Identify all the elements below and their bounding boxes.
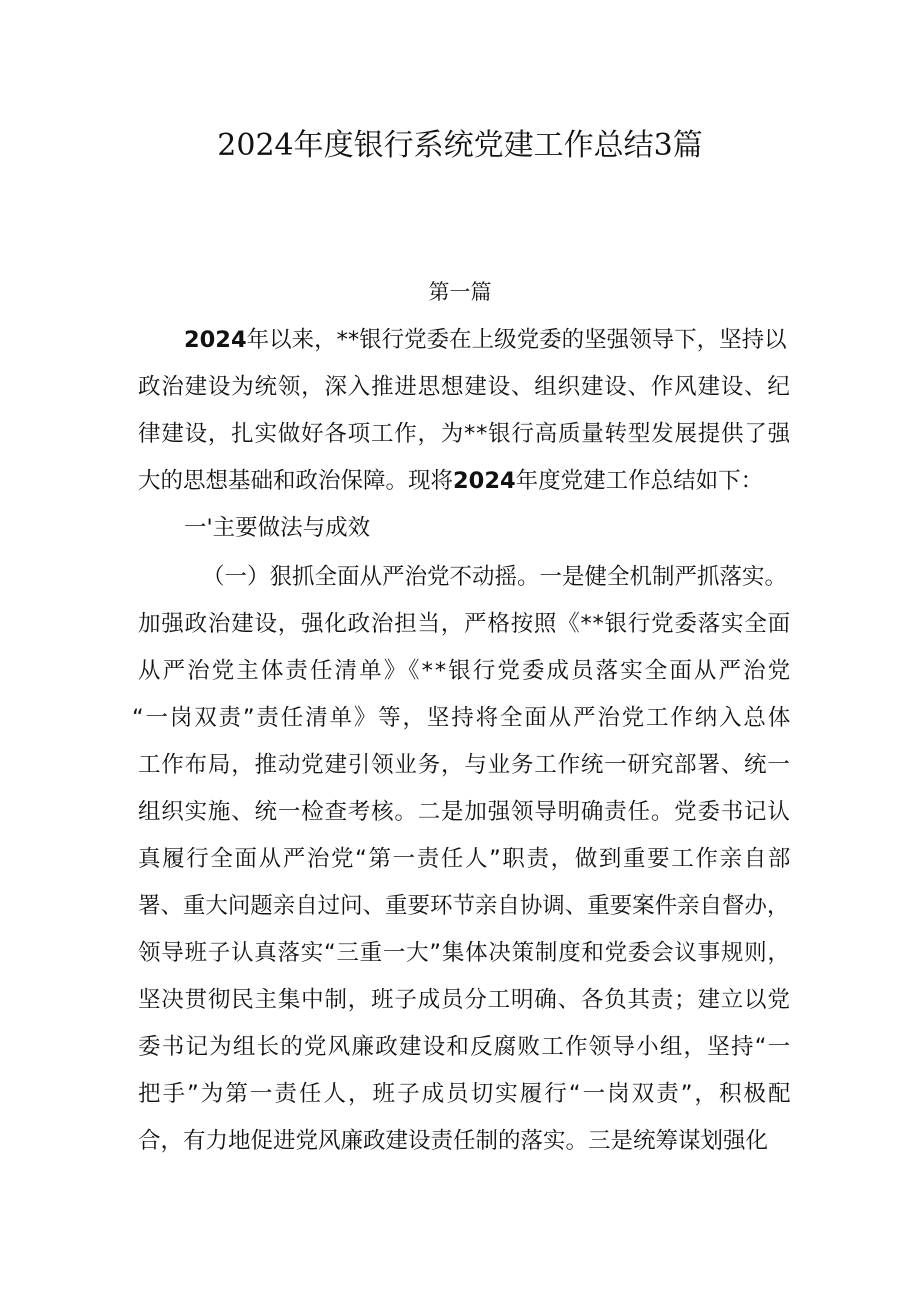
body-line: [138, 608, 791, 640]
line-text: 坚决贯彻民主集中制，班子成员分工明确、各负其责；建立以党: [138, 987, 791, 1013]
body-line: [132, 702, 792, 734]
line-text: 真履行全面从严治党“第一责任人”职责，做到重要工作亲自部: [138, 846, 792, 872]
line-text: 署、重大问题亲自过问、重要环节亲自协调、重要案件亲自督办，: [138, 893, 790, 919]
body-line: [138, 371, 791, 403]
body-line: [138, 465, 763, 497]
body-line: [138, 1031, 791, 1063]
line-text: 加强政治建设，强化政治担当，严格按照《**银行党委落实全面: [138, 611, 791, 637]
line-text: 工作布局，推动党建引领业务，与业务工作统一研究部署、统一: [138, 752, 791, 778]
bold-text: 2024: [184, 327, 247, 353]
body-line: [138, 418, 791, 450]
line-text: （一）狠抓全面从严治党不动摇。一是健全机制严抓落实。: [202, 564, 788, 590]
line-text: 组织实施、统一检查考核。二是加强领导明确责任。党委书记认: [138, 799, 791, 825]
body-line: [138, 1078, 793, 1110]
line-text: 领导班子认真落实“三重一大”集体决策制度和党委会议事规则，: [138, 940, 791, 966]
body-line: [138, 843, 792, 875]
section-heading: 第一篇: [428, 280, 492, 304]
line-text: 年度党建工作总结如下：: [515, 468, 764, 494]
body-line: [138, 1125, 768, 1157]
line-text: 大的思想基础和政治保障。现将: [138, 468, 454, 494]
body-line: [202, 561, 787, 593]
line-text: 把手”为第一责任人，班子成员切实履行“一岗双责”，积极配: [138, 1081, 793, 1107]
line-text: 委书记为组长的党风廉政建设和反腐败工作领导小组，坚持“一: [138, 1034, 792, 1060]
line-text: 律建设，扎实做好各项工作，为**银行高质量转型发展提供了强: [138, 421, 791, 447]
body-line: [138, 796, 791, 828]
line-text: “一岗双责”责任清单》等，坚持将全面从严治党工作纳入总体: [132, 705, 793, 731]
document-title: 2024年度银行系统党建工作总结3篇: [217, 128, 703, 163]
line-text: 政治建设为统领，深入推进思想建设、组织建设、作风建设、纪: [138, 374, 791, 400]
bold-text: 2024: [453, 468, 516, 494]
line-text: 年以来，**银行党委在上级党委的坚强领导下，坚持以: [246, 327, 787, 353]
body-line: [138, 655, 792, 687]
body-line: [138, 937, 791, 969]
body-line: [184, 324, 787, 356]
body-line: [138, 984, 791, 1016]
line-text: 从严治党主体责任清单》《**银行党委成员落实全面从严治党: [138, 658, 793, 684]
line-text: 合，有力地促进党风廉政建设责任制的落实。三是统筹谋划强化: [138, 1128, 769, 1154]
body-line: [138, 749, 791, 781]
body-line: [138, 890, 789, 922]
line-text: 一'主要做法与成效: [184, 515, 371, 541]
body-line: [184, 512, 370, 544]
